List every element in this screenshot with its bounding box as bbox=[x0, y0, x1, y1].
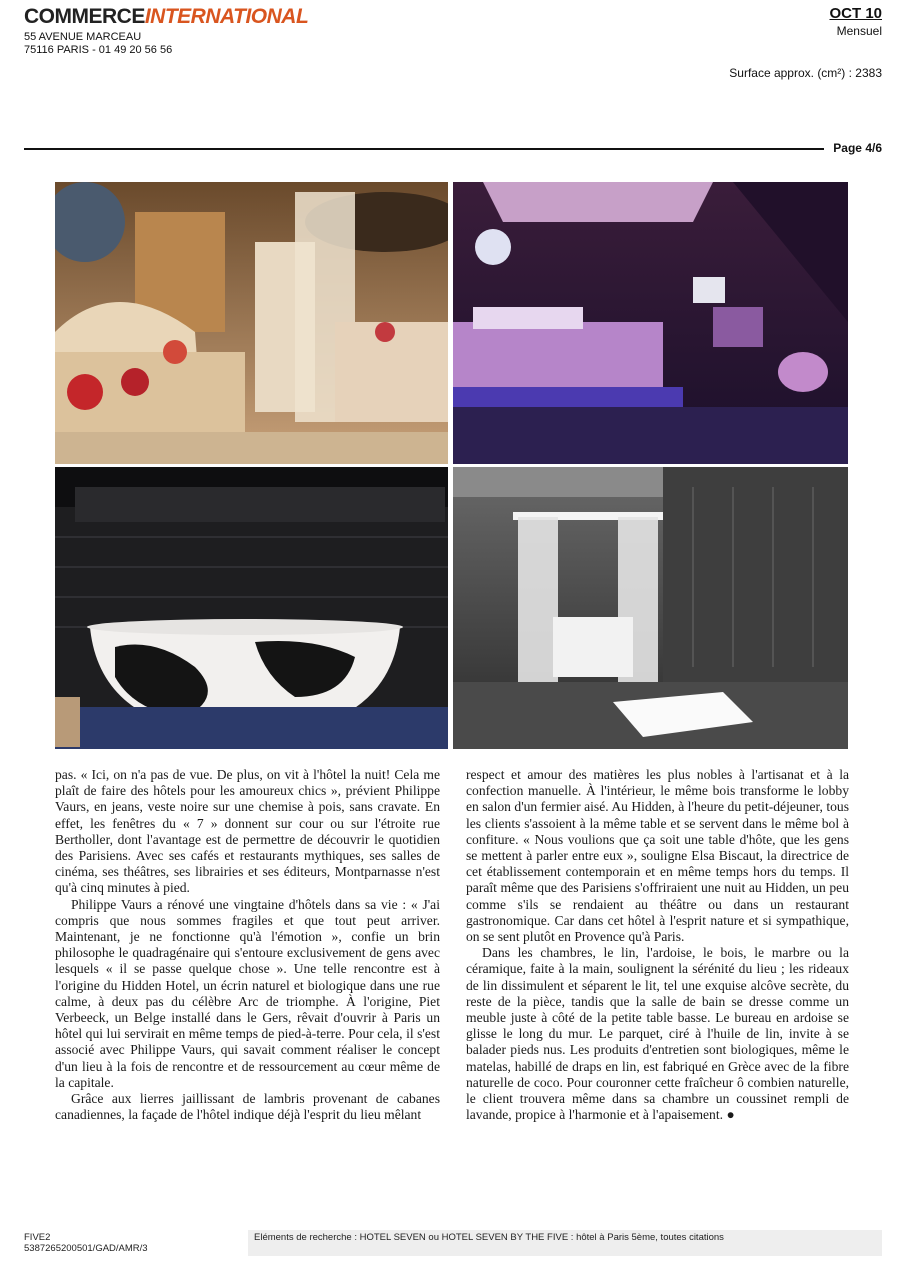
photo-lounge-room bbox=[55, 182, 448, 464]
issue-date: OCT 10 bbox=[829, 5, 882, 22]
article-paragraph: pas. « Ici, on n'a pas de vue. De plus, on vit à l'hôtel la nuit! Cela me plaît de faire des hôtels pour les amoureux chics », prévient Philippe Vaurs, en jeans, veste noire sur une chemise à pois, sans cravate. En effet, les fenêtres du « 7 » donnent sur cour ou sur l'étroite rue Bertholler, dont l'avantage est de permettre de découvrir le quotidien des Parisiens. Avec ses cafés et restaurants mythiques, ses salles de cinéma, ses théâtres, ses librairies et ses éditeurs, Montparnasse n'est qu'à cinq minutes à pied. bbox=[55, 767, 440, 896]
article-paragraph: respect et amour des matières les plus nobles à l'artisanat et à la confection manuelle. À l'intérieur, le même bois transforme le lobby en salon d'un fermier aisé. Au Hidden, à l'heure du petit-déjeuner, tous les clients s'assoient à la même table et se servent dans le même bol à confiture. « Nous voulions que ça soit une table d'hôte, que les gens se mettent à parler entre eux », souligne Elsa Biscaut, la directrice de cet établissement contemporain et en même temps hors du temps. Il paraît même que des Parisiens s'offriraient une nuit au Hidden, un peu comme s'ils se rendaient au théâtre ou dans un restaurant gastronomique. Car dans cet hôtel à l'esprit nature et si sympathique, on se sent plutôt en Provence qu'à Paris. bbox=[466, 767, 849, 945]
photo-bathtub bbox=[55, 467, 448, 749]
publication-logo bbox=[24, 6, 308, 28]
article-paragraph: Philippe Vaurs a rénové une vingtaine d'hôtels dans sa vie : « J'ai compris que nous sommes fragiles et que tout peut arriver. Maintenant, je ne fonctionne qu'à l'émotion », confie un brin philosophe le quadragénaire qui s'entoure exclusivement de gens avec lesquels « il se passe quelque chose ». Une telle rencontre est à l'origine du Hidden Hotel, un écrin naturel et biologique dans une rue calme, à deux pas du célèbre Arc de triomphe. À l'origine, Piet Verbeeck, un Belge installé dans le Gers, rêvait d'ouvrir à Paris un hôtel qui lui servirait en même temps de pied-à-terre. Pour cela, il s'est associé avec Philippe Vaurs, qui savait comment réaliser le concept d'un lieu à la fois de rencontre et de ressourcement au cœur même de la capitale. bbox=[55, 896, 440, 1090]
footer-code-2: 5387265200501/GAD/AMR/3 bbox=[24, 1243, 148, 1254]
article-column-left bbox=[55, 767, 440, 1123]
end-mark-icon: ● bbox=[726, 1107, 735, 1123]
search-elements-bar: Eléments de recherche : HOTEL SEVEN ou HOTEL SEVEN BY THE FIVE : hôtel à Paris 5ème, toutes citations bbox=[248, 1230, 882, 1256]
photo-canopy-bed bbox=[453, 467, 848, 749]
article-paragraph bbox=[466, 945, 849, 1123]
footer-codes bbox=[24, 1232, 148, 1254]
header-divider bbox=[24, 148, 824, 150]
address-line-1: 55 AVENUE MARCEAU bbox=[24, 31, 142, 43]
surface-area: Surface approx. (cm²) : 2383 bbox=[729, 66, 882, 80]
address-line-2: 75116 PARIS - 01 49 20 56 56 bbox=[24, 44, 173, 56]
logo-part-international: INTERNATIONAL bbox=[144, 5, 309, 28]
page-number: Page 4/6 bbox=[833, 141, 882, 155]
frequency: Mensuel bbox=[836, 24, 882, 38]
logo-part-commerce: COMMERCE bbox=[24, 5, 145, 28]
photo-purple-room bbox=[453, 182, 848, 464]
footer-code-1: FIVE2 bbox=[24, 1232, 51, 1243]
article-paragraph: Grâce aux lierres jaillissant de lambris provenant de cabanes canadiennes, la façade de l'hôtel indique déjà l'esprit du lieu mêlant bbox=[55, 1091, 440, 1123]
article-column-right bbox=[466, 767, 849, 1123]
article-paragraph-text: Dans les chambres, le lin, l'ardoise, le bois, le marbre ou la céramique, faite à la main, soulignent la sérénité du lieu ; les rideaux de lin dissimulent et séparent le lit, tel une exquise alcôve secrète, du reste de la pièce, tandis que la salle de bain se dresse comme un meuble juste à côté de la petite table basse. Le bureau en ardoise se glisse le long du mur. Le parquet, ciré à l'huile de lin, invite à se balader pieds nus. Les produits d'entretien sont biologiques, même le matelas, habillé de draps en lin, est fabriqué en Grèce avec de la fibre naturelle de coco. Pour couronner cette fraîcheur ô combien naturelle, le client trouvera même dans sa chambre un coussinet rempli de lavande, propice à l'harmonie et à l'apaisement. bbox=[466, 945, 849, 1123]
